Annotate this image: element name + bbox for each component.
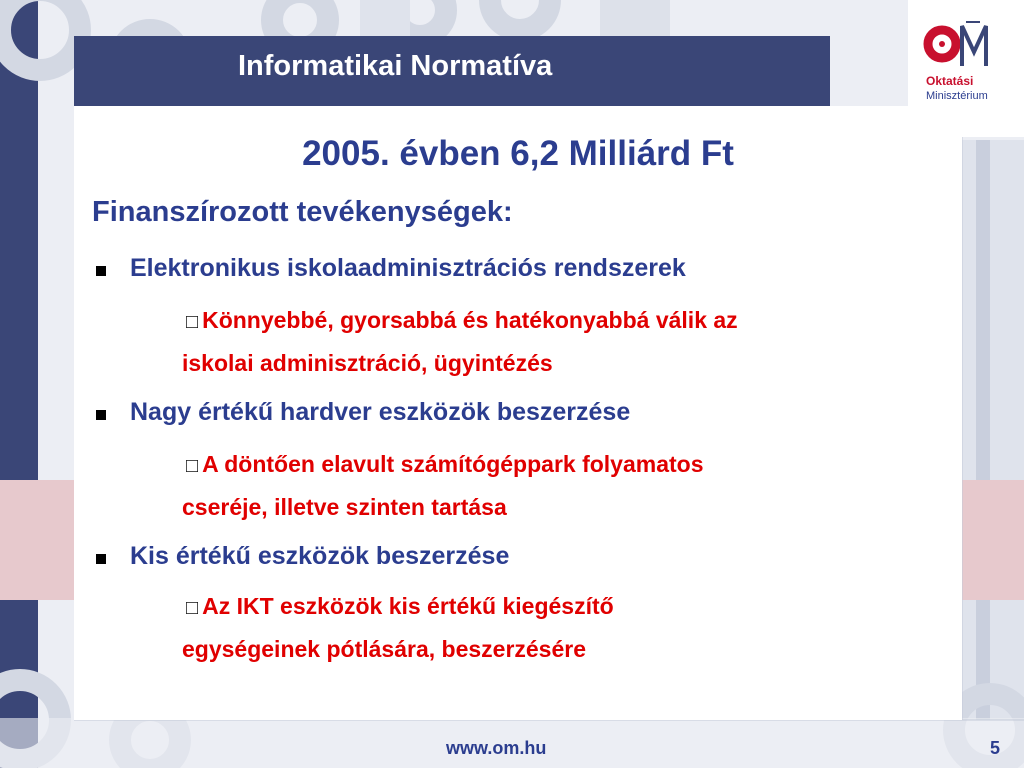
bullet-item-2: Nagy értékű hardver eszközök beszerzése bbox=[130, 398, 631, 426]
checkbox-marker-icon: □ bbox=[186, 311, 199, 333]
logo-panel bbox=[908, 0, 1024, 137]
footer-url-link[interactable]: www.om.hu bbox=[446, 738, 547, 758]
bullet-square-icon bbox=[96, 266, 106, 276]
sub-item-2-line1: A döntően elavult számítógéppark folyamatos bbox=[202, 451, 704, 477]
sub-item-1-line2: iskolai adminisztráció, ügyintézés bbox=[182, 350, 553, 376]
slide-title: Informatikai Normatíva bbox=[238, 50, 553, 82]
bullet-item-1: Elektronikus iskolaadminisztrációs rendszerek bbox=[130, 254, 686, 282]
sub-item-2-line2: cseréje, illetve szinten tartása bbox=[182, 494, 507, 520]
checkbox-marker-icon: □ bbox=[186, 597, 199, 619]
sub-item-1-line1: Könnyebbé, gyorsabbá és hatékonyabbá válik az bbox=[202, 307, 738, 333]
sub-item-3-line1: Az IKT eszközök kis értékű kiegészítő bbox=[202, 593, 614, 619]
checkbox-marker-icon: □ bbox=[186, 455, 199, 477]
bullet-square-icon bbox=[96, 554, 106, 564]
sub-item-3-line2: egységeinek pótlására, beszerzésére bbox=[182, 636, 587, 662]
bullet-item-3: Kis értékű eszközök beszerzése bbox=[130, 542, 510, 570]
subheading: Finanszírozott tevékenységek: bbox=[92, 196, 513, 228]
sub-item-1 bbox=[182, 300, 952, 384]
logo-line1: Oktatási bbox=[926, 74, 974, 88]
bullet-square-icon bbox=[96, 410, 106, 420]
sub-item-3 bbox=[182, 586, 952, 670]
page-number: 5 bbox=[990, 738, 1001, 758]
sub-item-2 bbox=[182, 444, 952, 528]
logo-line2: Minisztérium bbox=[926, 90, 988, 102]
headline: 2005. évben 6,2 Milliárd Ft bbox=[302, 134, 734, 173]
